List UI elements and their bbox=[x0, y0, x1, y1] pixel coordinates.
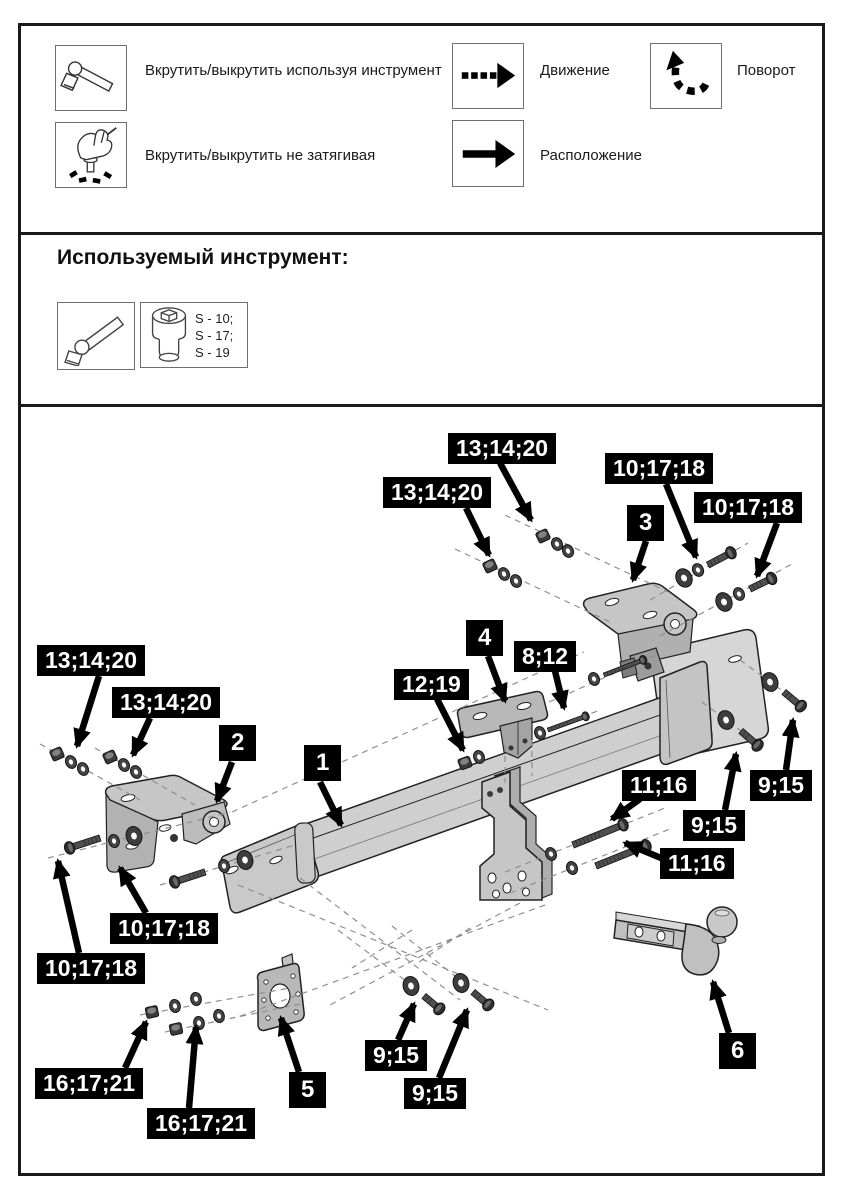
legend-item-label: Вкрутить/выкрутить используя инструмент bbox=[145, 62, 442, 79]
callout-arrow bbox=[713, 982, 729, 1033]
callout-arrow bbox=[125, 1022, 146, 1068]
callout-arrow bbox=[398, 1004, 414, 1040]
socket-icon bbox=[147, 306, 191, 364]
fastener-washer-icon bbox=[128, 764, 143, 780]
fastener-bolt-icon bbox=[420, 991, 447, 1017]
guide-line bbox=[416, 928, 470, 964]
callout-label: 13;14;20 bbox=[383, 477, 491, 508]
callout-arrow bbox=[488, 656, 505, 701]
fastener-washer-icon bbox=[713, 590, 735, 614]
fastener-washer-icon bbox=[496, 566, 511, 582]
guide-line bbox=[235, 905, 545, 1018]
callout-label: 1 bbox=[304, 745, 341, 781]
fastener-bolt-icon bbox=[780, 687, 809, 714]
callout-arrow bbox=[633, 541, 646, 580]
socket-sizes bbox=[195, 310, 233, 361]
beam-end-sleeve bbox=[660, 662, 712, 765]
socket-size-box bbox=[140, 302, 248, 368]
callout-label: 9;15 bbox=[365, 1040, 427, 1071]
callout-arrow bbox=[612, 799, 640, 819]
part-6-ball-hitch bbox=[614, 907, 737, 975]
callout-label: 9;15 bbox=[683, 810, 745, 841]
fastener-nut-icon bbox=[169, 1022, 183, 1035]
callout-label: 3 bbox=[627, 505, 664, 541]
callout-arrow bbox=[466, 508, 489, 555]
diagram-parts bbox=[106, 583, 769, 1030]
callout-label: 10;17;18 bbox=[37, 953, 145, 984]
fastener-bolt-icon bbox=[168, 866, 207, 890]
fastener-bolt-icon bbox=[63, 832, 102, 856]
callout-label: 2 bbox=[219, 725, 256, 761]
guide-line bbox=[455, 549, 610, 622]
callout-label: 9;15 bbox=[404, 1078, 466, 1109]
callout-label: 5 bbox=[289, 1072, 326, 1108]
callout-arrow bbox=[725, 754, 736, 810]
guide-line bbox=[300, 878, 460, 1000]
fastener-bolt-icon bbox=[594, 838, 653, 872]
fastener-washer-icon bbox=[731, 586, 746, 603]
callout-arrow bbox=[786, 720, 793, 770]
callout-label: 8;12 bbox=[514, 641, 576, 672]
fastener-nut-icon bbox=[49, 747, 64, 762]
fastener-washer-icon bbox=[75, 761, 90, 777]
guide-line bbox=[392, 926, 460, 980]
fastener-bolt-icon bbox=[469, 987, 496, 1013]
fastener-washer-icon bbox=[168, 998, 181, 1013]
part-2-left-bracket bbox=[106, 775, 230, 872]
callout-arrow bbox=[189, 1027, 196, 1108]
section-divider bbox=[21, 232, 822, 235]
fastener-washer-icon bbox=[565, 860, 580, 876]
callout-label: 11;16 bbox=[622, 770, 696, 801]
callout-arrow bbox=[58, 861, 79, 953]
socket-size: S - 17; bbox=[195, 327, 234, 343]
callout-arrow bbox=[439, 1010, 467, 1078]
callout-arrow bbox=[500, 463, 531, 520]
fastener-washer-icon bbox=[401, 975, 421, 998]
callout-label: 13;14;20 bbox=[448, 433, 556, 464]
fastener-washer-icon bbox=[63, 754, 78, 770]
hand-tighten-icon bbox=[55, 122, 127, 188]
fastener-washer-icon bbox=[116, 757, 131, 773]
socket-size: S - 19 bbox=[195, 344, 230, 360]
fastener-bolt-icon bbox=[705, 545, 738, 571]
ratchet-wrench-icon bbox=[55, 45, 127, 111]
ratchet-wrench-icon bbox=[57, 302, 135, 370]
callout-label: 10;17;18 bbox=[110, 913, 218, 944]
solid-arrow-icon bbox=[452, 120, 524, 187]
dashed-arrow-icon bbox=[452, 43, 524, 109]
callout-arrow bbox=[77, 676, 99, 746]
fastener-nut-icon bbox=[482, 558, 498, 573]
fastener-nut-icon bbox=[102, 750, 117, 765]
fastener-washer-icon bbox=[212, 1008, 225, 1023]
callout-label: 9;15 bbox=[750, 770, 812, 801]
legend-item-label: Движение bbox=[540, 62, 610, 79]
callout-arrow bbox=[666, 484, 696, 557]
callout-arrow bbox=[555, 671, 564, 708]
legend-item-label: Поворот bbox=[737, 62, 796, 79]
callout-arrow bbox=[757, 523, 777, 576]
tools-title: Используемый инструмент: bbox=[57, 246, 349, 269]
callout-arrow bbox=[281, 1018, 299, 1072]
callout-arrow bbox=[133, 718, 150, 755]
guide-line bbox=[330, 903, 520, 1005]
callout-arrow bbox=[120, 868, 146, 913]
fastener-washer-icon bbox=[189, 991, 202, 1006]
fastener-washer-icon bbox=[587, 671, 602, 687]
fastener-bolt-icon bbox=[571, 817, 630, 851]
callout-label: 4 bbox=[466, 620, 503, 656]
callout-label: 16;17;21 bbox=[35, 1068, 143, 1099]
socket-size: S - 10; bbox=[195, 310, 234, 326]
callout-label: 13;14;20 bbox=[37, 645, 145, 676]
legend-item-label: Расположение bbox=[540, 147, 642, 164]
callout-label: 10;17;18 bbox=[605, 453, 713, 484]
fastener-washer-icon bbox=[508, 573, 523, 589]
legend-item-label: Вкрутить/выкрутить не затягивая bbox=[145, 147, 376, 164]
fastener-bolt-icon bbox=[747, 571, 779, 595]
fastener-nut-icon bbox=[145, 1005, 159, 1018]
exploded-assembly-diagram bbox=[21, 406, 822, 1172]
guide-line bbox=[352, 930, 412, 968]
callout-label: 12;19 bbox=[394, 669, 469, 700]
callout-label: 13;14;20 bbox=[112, 687, 220, 718]
rotation-arrow-icon bbox=[650, 43, 722, 109]
callout-label: 11;16 bbox=[660, 848, 734, 879]
callout-label: 16;17;21 bbox=[147, 1108, 255, 1139]
callout-label: 10;17;18 bbox=[694, 492, 802, 523]
callout-arrow bbox=[217, 762, 232, 801]
callout-label: 6 bbox=[719, 1033, 756, 1069]
